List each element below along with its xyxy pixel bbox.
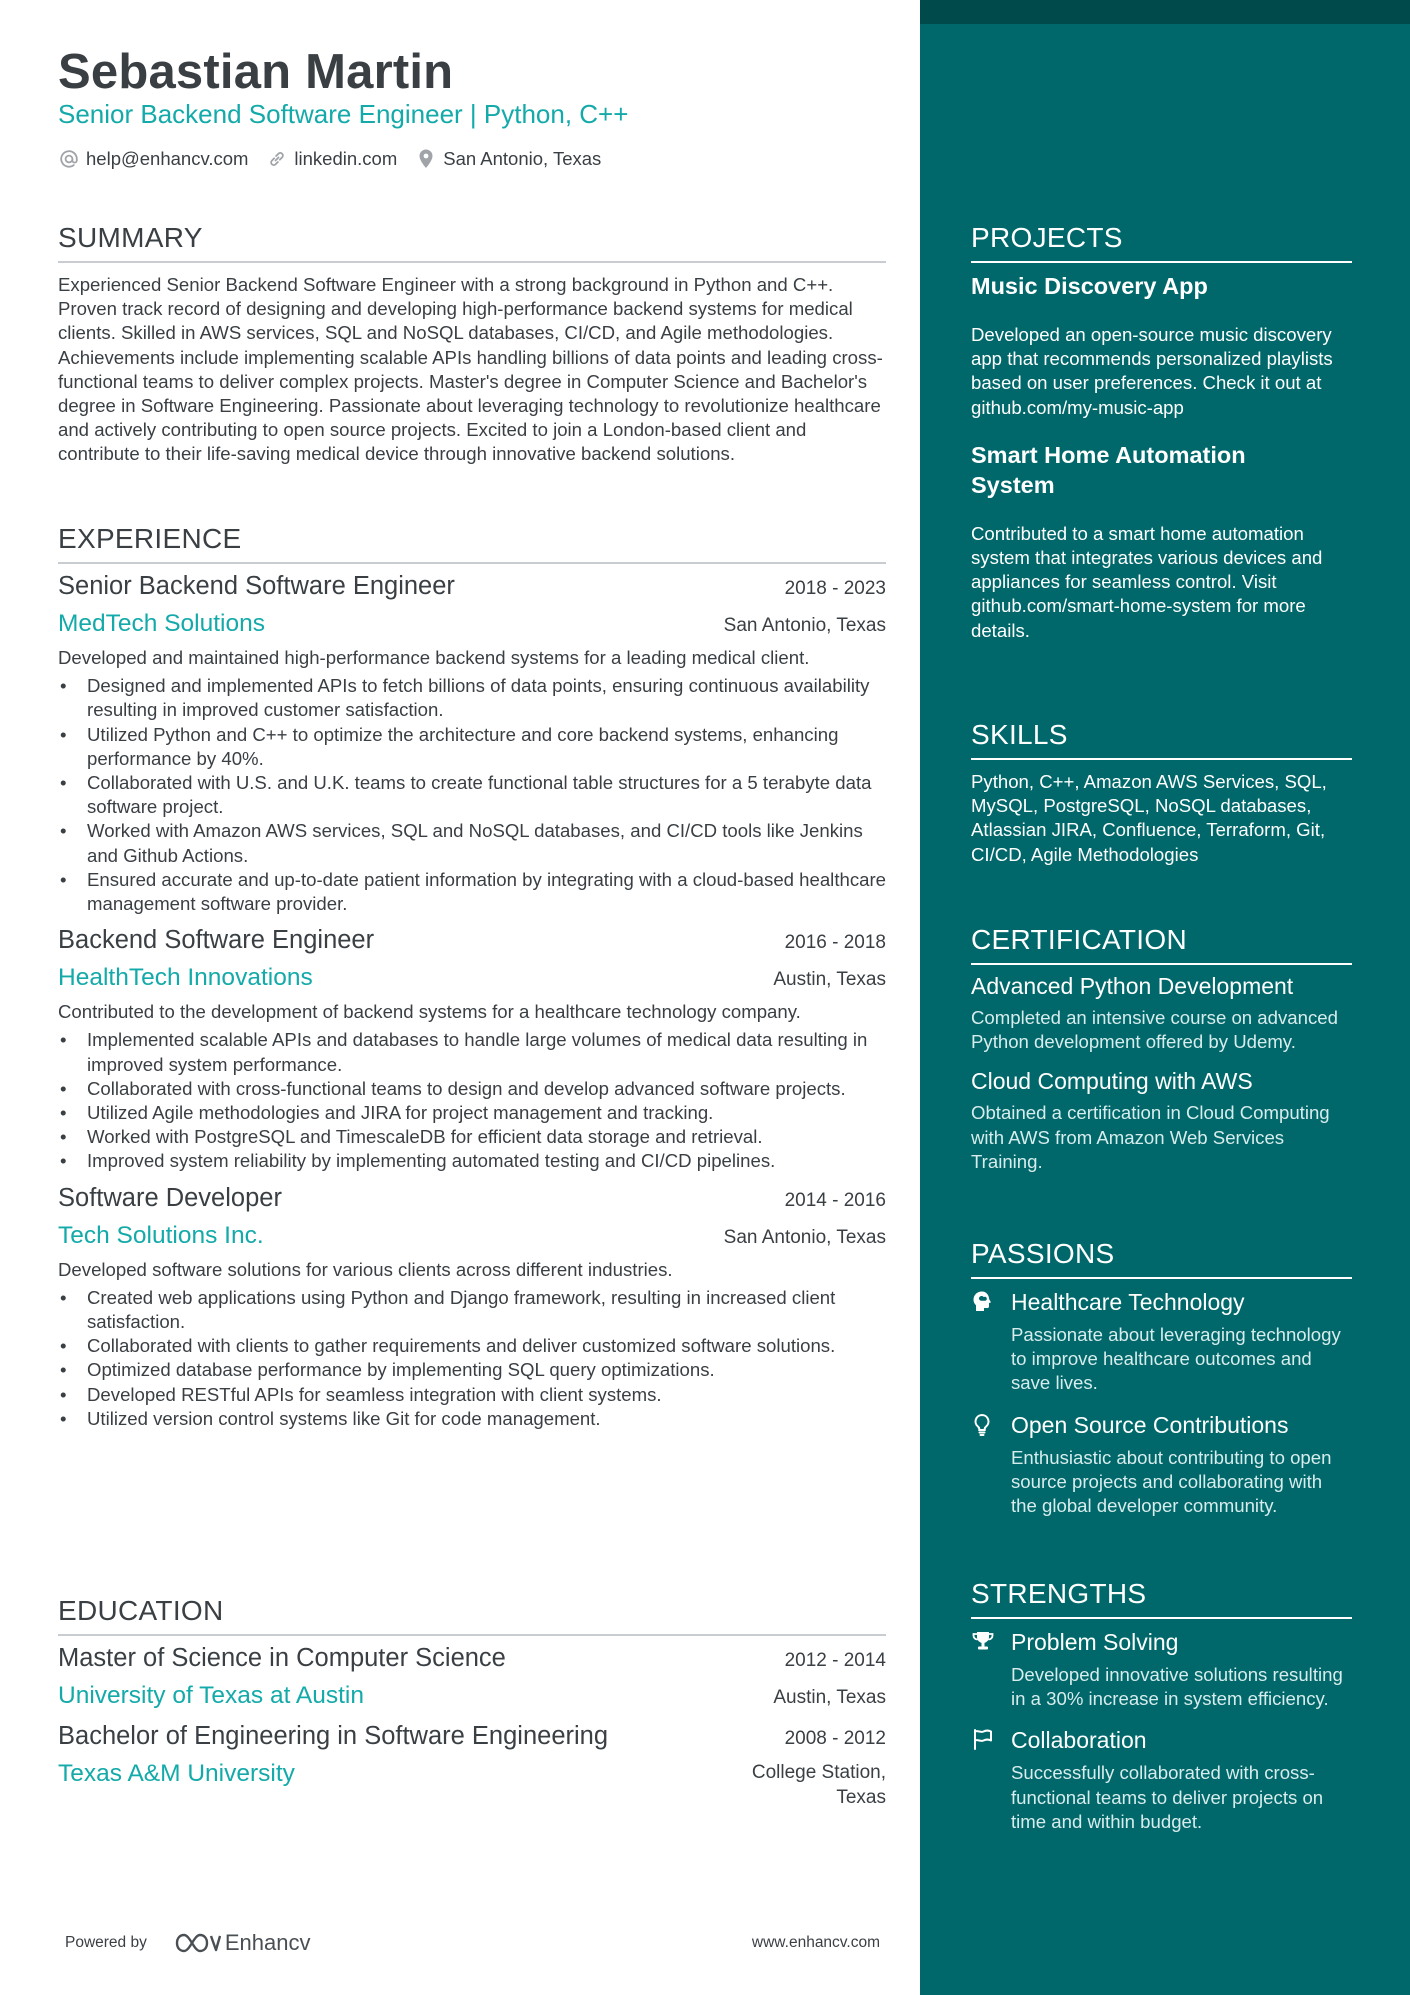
enhancv-logo-icon: [173, 1930, 221, 1956]
job-bullet: • Worked with Amazon AWS services, SQL and NoSQL databases, and CI/CD tools like Jenkins and Github Actions.: [58, 819, 886, 867]
job-bullet: • Implemented scalable APIs and databases to handle large volumes of medical data resulting in improved system performance.: [58, 1028, 886, 1076]
projects-section: [971, 222, 1352, 643]
certification-section: [971, 924, 1352, 1174]
education-dates: 2012 - 2014: [784, 1650, 886, 1671]
degree-title: Bachelor of Engineering in Software Engineering: [58, 1722, 609, 1750]
lightbulb-icon: [971, 1410, 1011, 1519]
enhancv-wordmark: Enhancv: [224, 1930, 311, 1955]
strengths-section: [971, 1578, 1352, 1834]
job-bullet: • Created web applications using Python and Django framework, resulting in increased client satisfaction.: [58, 1286, 886, 1334]
education-entry: [58, 1722, 886, 1810]
project-entry: [971, 271, 1352, 420]
certification-title: Advanced Python Development: [971, 973, 1294, 999]
education-dates: 2008 - 2012: [784, 1728, 886, 1749]
passion-item: [971, 1410, 1352, 1519]
candidate-headline: Senior Backend Software Engineer | Python, C++: [58, 99, 629, 129]
job-dates: 2016 - 2018: [784, 932, 886, 954]
school-location: [752, 1760, 886, 1810]
project-entry: [971, 440, 1352, 643]
summary-section: [58, 222, 886, 467]
project-title-line: System: [971, 471, 1055, 498]
job-bullet: • Utilized Python and C++ to optimize the architecture and core backend systems, enhancing performance by 40%.: [58, 723, 886, 771]
link-icon: [266, 148, 288, 170]
project-title-line: Smart Home Automation: [971, 441, 1246, 468]
job-bullet: • Designed and implemented APIs to fetch billions of data points, ensuring continuous availability resulting in improved customer satisfaction.: [58, 674, 886, 722]
strength-description: Successfully collaborated with cross-functional teams to deliver projects on time and within budget.: [1011, 1762, 1324, 1832]
passion-title: Healthcare Technology: [1011, 1289, 1245, 1315]
certification-entry: [971, 973, 1352, 1054]
contact-linkedin[interactable]: [266, 148, 397, 170]
job-bullets: [58, 1286, 886, 1431]
job-bullet: • Utilized Agile methodologies and JIRA for project management and tracking.: [58, 1101, 886, 1125]
job-entry: [58, 926, 886, 1173]
footer: [65, 1930, 880, 1956]
job-bullet: • Developed RESTful APIs for seamless integration with client systems.: [58, 1383, 886, 1407]
job-entry: [58, 572, 886, 916]
education-section: [58, 1595, 886, 1810]
location-text: San Antonio, Texas: [443, 148, 602, 169]
project-description: Contributed to a smart home automation system that integrates various devices and appliances for seamless control. Visit github.com/smart-home-system for more details.: [971, 522, 1323, 641]
experience-section: [58, 523, 886, 1431]
certification-description: Obtained a certification in Cloud Computing with AWS from Amazon Web Services Training.: [971, 1102, 1330, 1172]
strengths-heading: STRENGTHS: [971, 1578, 1352, 1619]
job-location: Austin, Texas: [773, 969, 886, 991]
job-dates: 2018 - 2023: [784, 578, 886, 599]
certification-title: Cloud Computing with AWS: [971, 1068, 1253, 1095]
job-bullet: • Utilized version control systems like Git for code management.: [58, 1407, 886, 1431]
email-text: help@enhancv.com: [86, 148, 249, 169]
job-description: Developed and maintained high-performance backend systems for a leading medical client.: [58, 647, 810, 668]
project-description: Developed an open-source music discovery app that recommends personalized playlists based on user preferences. Check it out at github.com/my-music-app: [971, 324, 1333, 418]
school-name: University of Texas at Austin: [58, 1682, 364, 1709]
job-bullets: [58, 1028, 886, 1173]
school-location-line: Texas: [836, 1787, 886, 1808]
enhancv-logo[interactable]: [173, 1930, 311, 1956]
sidebar: [920, 0, 1410, 1995]
job-bullet: • Ensured accurate and up-to-date patient information by integrating with a cloud-based healthcare management software provider.: [58, 868, 886, 916]
summary-text: Experienced Senior Backend Software Engineer with a strong background in Python and C++. Proven track record of designing and developing high-performance backend systems for medical clients. Skilled in AWS services, SQL and NoSQL databases, CI/CD, and Agile methodologies. Achievements include implementing scalable APIs handling billions of data points and leading cross-functional teams to deliver complex projects. Master's degree in Computer Science and Bachelor's degree in Software Engineering. Passionate about leveraging technology to revolutionize healthcare and actively contributing to open source projects. Excited to join a London-based client and contribute to their life-saving medical device through innovative backend solutions.: [58, 274, 883, 465]
strength-title: Problem Solving: [1011, 1629, 1179, 1655]
job-title: Backend Software Engineer: [58, 926, 375, 955]
summary-heading: SUMMARY: [58, 222, 886, 263]
company-name: Tech Solutions Inc.: [58, 1221, 264, 1249]
company-name: MedTech Solutions: [58, 610, 266, 637]
job-bullet: • Worked with PostgreSQL and TimescaleDB for efficient data storage and retrieval.: [58, 1125, 886, 1149]
passion-title: Open Source Contributions: [1011, 1411, 1289, 1438]
strength-item: [971, 1725, 1352, 1834]
skills-heading: SKILLS: [971, 719, 1352, 760]
skills-text: Python, C++, Amazon AWS Services, SQL, MySQL, PostgreSQL, NoSQL databases, Atlassian JIRA, Confluence, Terraform, Git, CI/CD, Agile Methodologies: [971, 771, 1327, 865]
strength-description: Developed innovative solutions resulting in a 30% increase in system efficiency.: [1011, 1664, 1343, 1710]
passion-item: [971, 1287, 1352, 1396]
job-bullets: [58, 674, 886, 916]
contact-location: [415, 148, 601, 170]
job-description: Developed software solutions for various clients across different industries.: [58, 1258, 673, 1280]
trophy-icon: [971, 1627, 1011, 1711]
passions-heading: PASSIONS: [971, 1238, 1352, 1279]
job-bullet: • Optimized database performance by implementing SQL query optimizations.: [58, 1358, 886, 1382]
certification-entry: [971, 1068, 1352, 1174]
linkedin-text: linkedin.com: [294, 148, 398, 169]
experience-heading: EXPERIENCE: [58, 523, 886, 564]
certification-heading: CERTIFICATION: [971, 924, 1352, 965]
brain-head-icon: [971, 1287, 1011, 1396]
school-location-line: College Station,: [751, 1762, 886, 1783]
job-title: Software Developer: [58, 1183, 282, 1212]
projects-heading: PROJECTS: [971, 222, 1352, 263]
passion-description: Passionate about leveraging technology to improve healthcare outcomes and save lives.: [1011, 1324, 1341, 1394]
candidate-name: Sebastian Martin: [58, 45, 454, 99]
school-location: Austin, Texas: [773, 1687, 886, 1708]
website-link[interactable]: www.enhancv.com: [751, 1934, 880, 1951]
strength-item: [971, 1627, 1352, 1711]
company-name: HealthTech Innovations: [58, 964, 313, 992]
map-pin-icon: [415, 148, 437, 170]
job-dates: 2014 - 2016: [784, 1189, 886, 1211]
job-location: San Antonio, Texas: [723, 1226, 886, 1248]
project-title: [971, 440, 1352, 500]
job-location: San Antonio, Texas: [723, 615, 886, 636]
job-bullet: • Collaborated with clients to gather requirements and deliver customized software solutions.: [58, 1334, 886, 1358]
job-bullet: • Collaborated with U.S. and U.K. teams to create functional table structures for a 5 terabyte data software project.: [58, 771, 886, 819]
powered-by: [65, 1930, 310, 1956]
passions-section: [971, 1238, 1352, 1518]
passion-description: Enthusiastic about contributing to open source projects and collaborating with the global developer community.: [1011, 1446, 1332, 1517]
flag-icon: [971, 1725, 1011, 1834]
sidebar-top-band: [920, 0, 1410, 24]
certification-description: Completed an intensive course on advanced Python development offered by Udemy.: [971, 1007, 1338, 1053]
strength-title: Collaboration: [1011, 1727, 1147, 1754]
skills-section: [971, 719, 1352, 867]
at-sign-icon: [58, 148, 80, 170]
job-title: Senior Backend Software Engineer: [58, 572, 455, 600]
degree-title: Master of Science in Computer Science: [58, 1644, 506, 1672]
education-entry: [58, 1644, 886, 1710]
job-description: Contributed to the development of backend systems for a healthcare technology company.: [58, 1001, 801, 1023]
education-heading: EDUCATION: [58, 1595, 886, 1636]
job-entry: [58, 1184, 886, 1431]
job-bullet: • Improved system reliability by implementing automated testing and CI/CD pipelines.: [58, 1149, 886, 1173]
powered-by-label: Powered by: [65, 1934, 147, 1951]
school-name: Texas A&M University: [58, 1760, 295, 1787]
job-bullet: • Collaborated with cross-functional teams to design and develop advanced software projects.: [58, 1077, 886, 1101]
project-title: Music Discovery App: [971, 273, 1208, 299]
contact-email[interactable]: [58, 148, 248, 170]
contact-row: [58, 148, 619, 170]
